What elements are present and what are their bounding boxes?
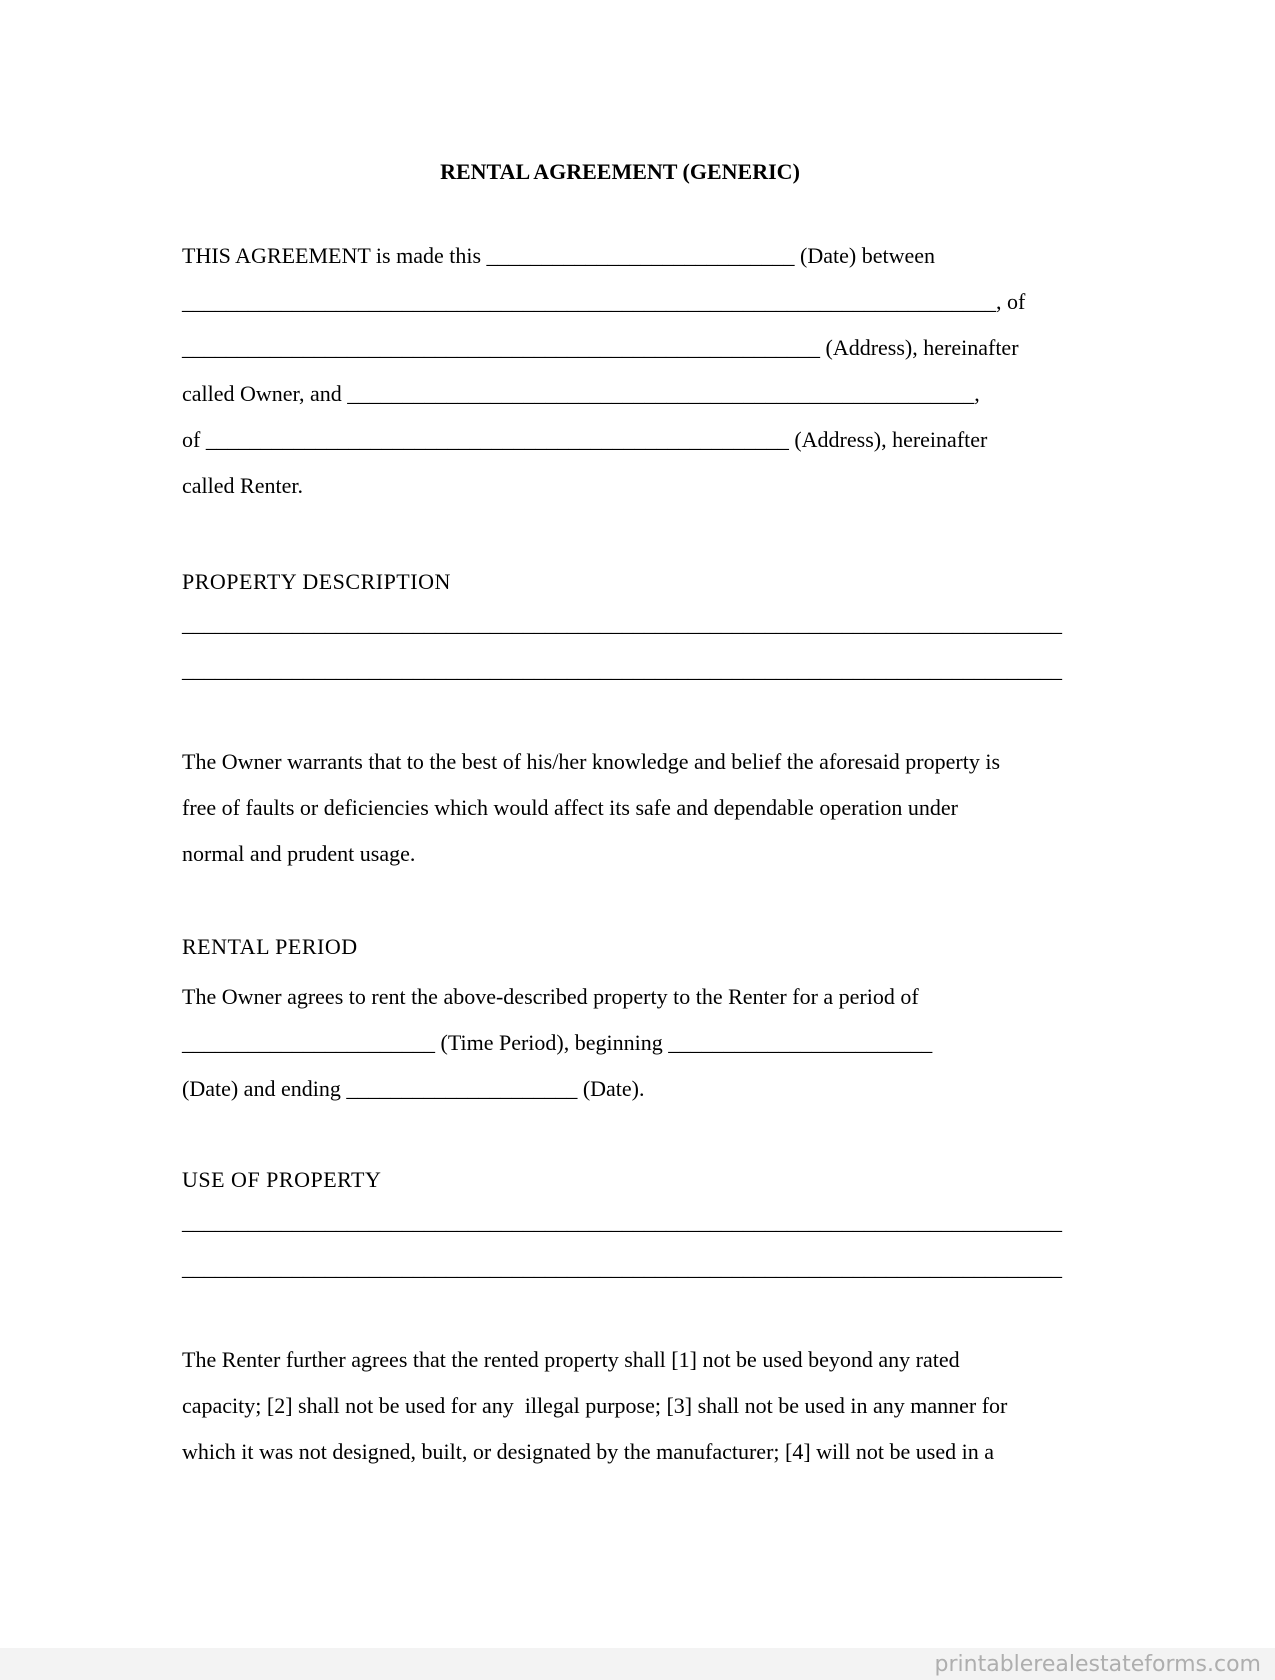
footer-bar [0,1648,1275,1680]
paragraph-line: _______________________ (Time Period), beginning ________________________ [182,1030,933,1055]
use-of-property-heading-text: USE OF PROPERTY [182,1167,382,1192]
renter-agreement-paragraph [182,1337,1058,1475]
intro-line: __________________________________________________________ (Address), hereinafter [182,335,1019,360]
document-title [182,149,1058,195]
property-description-blank-lines [182,601,1062,693]
blank-fill-line: ________________________________________________________________________________ [182,611,1062,636]
paragraph-line: normal and prudent usage. [182,841,416,866]
paragraph-line: (Date) and ending _____________________ (Date). [182,1076,645,1101]
intro-line: called Renter. [182,473,303,498]
paragraph-line: The Renter further agrees that the rented property shall [1] not be used beyond any rated [182,1347,960,1372]
blank-fill-line: ________________________________________________________________________________ [182,1209,1062,1234]
property-description-heading-text: PROPERTY DESCRIPTION [182,569,451,594]
intro-line: __________________________________________________________________________, of [182,289,1026,314]
footer-website-text: printablerealestateforms.com [934,1651,1261,1677]
intro-paragraph [182,233,1058,509]
paragraph-line: capacity; [2] shall not be used for any illegal purpose; [3] shall not be used in any manner for [182,1393,1008,1418]
blank-fill-line: ________________________________________________________________________________ [182,657,1062,682]
owner-warranty-paragraph [182,739,1058,877]
intro-line: called Owner, and _________________________________________________________, [182,381,980,406]
property-description-heading [182,559,1058,605]
paragraph-line: The Owner warrants that to the best of his/her knowledge and belief the aforesaid property is [182,749,1001,774]
rental-period-heading-text: RENTAL PERIOD [182,934,358,959]
intro-line: of _____________________________________________________ (Address), hereinafter [182,427,988,452]
paragraph-line: free of faults or deficiencies which would affect its safe and dependable operation under [182,795,958,820]
document-title-text: RENTAL AGREEMENT (GENERIC) [440,159,800,184]
rental-period-paragraph [182,974,1058,1112]
paragraph-line: The Owner agrees to rent the above-described property to the Renter for a period of [182,984,919,1009]
paragraph-line: which it was not designed, built, or designated by the manufacturer; [4] will not be used in a [182,1439,994,1464]
intro-line: THIS AGREEMENT is made this ____________________________ (Date) between [182,243,936,268]
rental-period-heading [182,924,1058,970]
use-of-property-blank-lines [182,1199,1062,1291]
blank-fill-line: ________________________________________________________________________________ [182,1255,1062,1280]
use-of-property-heading [182,1157,1058,1203]
